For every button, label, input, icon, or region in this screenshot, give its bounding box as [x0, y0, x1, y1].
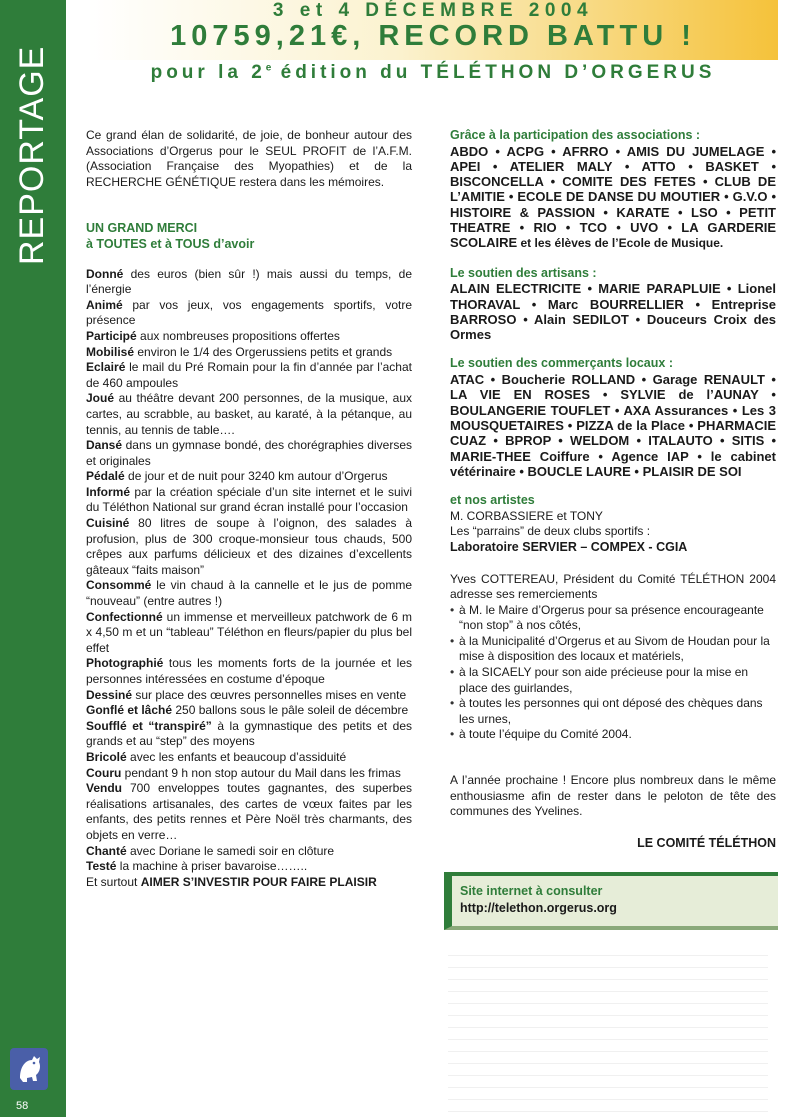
- site-link[interactable]: http://telethon.orgerus.org: [460, 901, 617, 915]
- list-item: Informé par la création spéciale d’un site internet et le suivi du Téléthon National sur grand écran installé pour l’occasion: [86, 484, 412, 515]
- list-item: Donné des euros (bien sûr !) mais aussi du temps, de l’énergie: [86, 266, 412, 297]
- commercants-title: Le soutien des commerçants locaux :: [450, 356, 673, 371]
- list-item: Soufflé et “transpiré” à la gymnastique des petits et des grands et au “step” des moyens: [86, 718, 413, 749]
- subline-sup: e: [265, 62, 272, 74]
- section-label: REPORTAGE: [13, 45, 51, 265]
- header-subline: [88, 62, 778, 84]
- list-item: Consommé le vin chaud à la cannelle et le jus de pomme “nouveau” (entre autres !): [86, 578, 412, 609]
- list-item: Testé la machine à priser bavaroise……..: [86, 859, 308, 874]
- artistes-title: et nos artistes: [450, 493, 535, 508]
- list-item: • à la Municipalité d’Orgerus et au Sivom de Houdan pour la mise à disposition des locaux et matériels,: [450, 634, 776, 665]
- list-item: Eclairé le mail du Pré Romain pour la fin d’année par l’achat de 460 ampoules: [86, 360, 412, 390]
- list-item: Couru pendant 9 h non stop autour du Mail dans les frimas: [86, 765, 401, 780]
- header-dates: 3 et 4 DÉCEMBRE 2004: [272, 0, 594, 21]
- artisans-title: Le soutien des artisans :: [450, 265, 597, 280]
- list-item: Joué au théâtre devant 200 personnes, de la musique, aux cartes, au scrabble, au basket, au karaté, à la pétanque, au tennis, au tennis de table….: [86, 391, 412, 437]
- list-item: • à toute l’équipe du Comité 2004.: [450, 727, 776, 743]
- assoc-title: Grâce à la participation des associations :: [450, 128, 701, 142]
- intro-paragraph: Ce grand élan de solidarité, de joie, de bonheur autour des Associations d’Orgerus pour le SEUL PROFIT de l’A.F.M. (Association Française des Myopathies) et de la RECHERCHE GÉNÉTIQUE restera dans les mémoires.: [86, 128, 412, 189]
- bleed-through-shadow: [448, 955, 768, 1115]
- list-item: Animé par vos jeux, vos engagements sportifs, votre présence: [86, 297, 412, 328]
- list-item: Dansé dans un gymnase bondé, des chorégraphies diverses et originales: [86, 438, 412, 468]
- list-item: Mobilisé environ le 1/4 des Orgerussiens petits et grands: [86, 344, 393, 359]
- site-box: [444, 872, 778, 930]
- subline-post: édition du TÉLÉTHON D’ORGERUS: [271, 62, 716, 83]
- list-item: Cuisiné 80 litres de soupe à l’oignon, des salades à profusion, plus de 300 croque-monsieur tous chauds, 500 crêpes aux parfums délicieux et des dizaines d’excellents gâteaux “faits maison”: [86, 516, 412, 577]
- right-column: [450, 128, 776, 851]
- list-item: Vendu 700 enveloppes toutes gagnantes, des superbes réalisations artisanales, des cartes de vœux faites par les enfants, des petits rennes et Père Noël très charmants, des objets en verre…: [86, 781, 412, 842]
- list-item: Photographié tous les moments forts de la journée et les personnes intéressées en costume d’époque: [86, 656, 412, 686]
- artistes-line-2: Les “parrains” de deux clubs sportifs :: [450, 524, 651, 539]
- rooster-logo-icon: [10, 1048, 48, 1090]
- list-item: Pédalé de jour et de nuit pour 3240 km autour d’Orgerus: [86, 469, 388, 484]
- commercants-list: ATAC • Boucherie ROLLAND • Garage RENAULT • LA VIE EN ROSES • SYLVIE de l’AUNAY • BOULANGERIE TOUFLET • AXA Assurances • Les 3 MOUSQUETAIRES • PIZZA de la Place • PHARMACIE CUAZ • BPROP • WELDOM • ITALAUTO • SITIS • MARIE-THEE Coiffure • Agence IAP • le cabinet vétérinaire • BOUCLE LAURE • PLAISIR DE SOI: [450, 372, 776, 479]
- subline-pre: pour la 2: [150, 62, 266, 83]
- list-item: • à toutes les personnes qui ont déposé des chèques dans les urnes,: [450, 696, 776, 727]
- assoc-list: ABDO • ACPG • AFRRO • AMIS DU JUMELAGE • APEI • ATELIER MALY • ATTO • BASKET • BISCONCELLA • COMITE DES FETES • CLUB DE L’AMITIE • ECOLE DE DANSE DU MOUTIER • G.V.O • HISTOIRE & PASSION • KARATE • LSO • PETIT THEATRE • RIO • TCO • UVO • LA GARDERIE SCOLAIRE et les élèves de l’Ecole de Musique.: [450, 143, 776, 251]
- list-item: Chanté avec Doriane le samedi soir en clôture: [86, 843, 335, 858]
- thanks-list: [450, 603, 776, 743]
- site-label: Site internet à consulter: [460, 884, 603, 898]
- list-item: Gonflé et lâché 250 ballons sous le pâle soleil de décembre: [86, 703, 409, 718]
- list-item: • à la SICAELY pour son aide précieuse pour la mise en place des guirlandes,: [450, 665, 776, 696]
- merci-heading-1: UN GRAND MERCI: [86, 221, 198, 236]
- list-item: • à M. le Maire d’Orgerus pour sa présence encourageante “non stop” à nos côtés,: [450, 603, 776, 634]
- list-item: Bricolé avec les enfants et beaucoup d’assiduité: [86, 749, 347, 764]
- artistes-line-1: M. CORBASSIERE et TONY: [450, 508, 603, 523]
- merci-list: [86, 267, 412, 891]
- signature: LE COMITÉ TÉLÉTHON: [637, 835, 776, 850]
- artistes-line-3: Laboratoire SERVIER – COMPEX - CGIA: [450, 539, 688, 554]
- left-column: [86, 128, 412, 890]
- president-intro: Yves COTTEREAU, Président du Comité TÉLÉTHON 2004 adresse ses remerciements: [450, 571, 776, 602]
- merci-heading-2: à TOUTES et à TOUS d’avoir: [86, 236, 255, 251]
- artisans-list: ALAIN ELECTRICITE • MARIE PARAPLUIE • Lionel THORAVAL • Marc BOURRELLIER • Entreprise BARROSO • Alain SEDILOT • Douceurs Croix des Ormes: [450, 281, 776, 343]
- page-number: 58: [16, 1100, 29, 1112]
- list-item: Confectionné un immense et merveilleux patchwork de 6 m x 4,50 m et un “tableau” Téléthon en fleurs/papier du plus bel effet: [86, 609, 412, 655]
- closing-paragraph: A l’année prochaine ! Encore plus nombreux dans le même enthousiasme afin de rester dans le peloton de tête des communes des Yvelines.: [450, 773, 776, 819]
- header-headline: 10759,21€, RECORD BATTU !: [170, 20, 696, 52]
- sidebar: [0, 0, 66, 1117]
- list-item: Dessiné sur place des œuvres personnelles mises en vente: [86, 687, 407, 702]
- final-line: Et surtout AIMER S’INVESTIR POUR FAIRE PLAISIR: [86, 874, 377, 889]
- list-item: Participé aux nombreuses propositions offertes: [86, 328, 340, 343]
